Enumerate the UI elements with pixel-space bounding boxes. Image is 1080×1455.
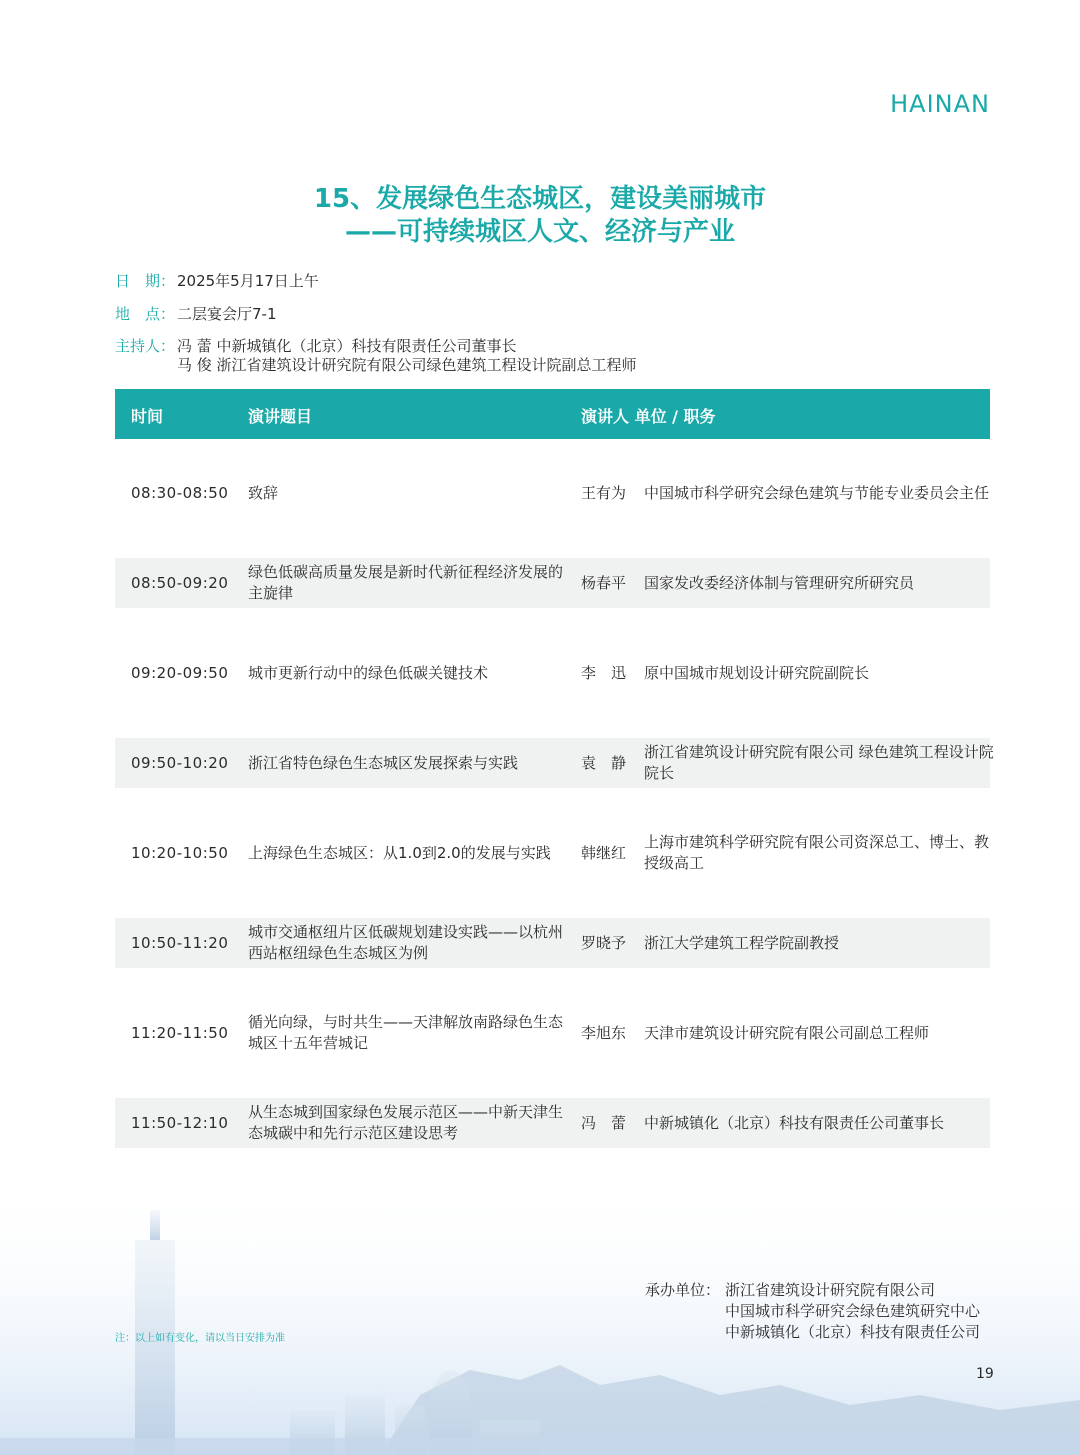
host-label: 主持人： [115, 337, 176, 355]
row-speaker: 罗晓予 [581, 933, 627, 952]
row-time: 09:50-10:20 [131, 753, 229, 772]
host-2: 马 俊 浙江省建筑设计研究院有限公司绿色建筑工程设计院副总工程师 [177, 356, 637, 374]
table-row [115, 738, 994, 788]
table-row [115, 1098, 990, 1148]
table-row [115, 558, 990, 608]
row-speaker: 冯 蕾 [581, 1113, 627, 1132]
date-label: 日 期： [115, 272, 176, 290]
schedule-table-header [115, 389, 990, 439]
region-tag: HAINAN [890, 90, 990, 118]
organizer-label: 承办单位： [645, 1281, 721, 1299]
row-time: 10:20-10:50 [131, 843, 229, 862]
row-time: 08:30-08:50 [131, 483, 229, 502]
row-topic: 致辞 [248, 483, 279, 502]
row-speaker: 杨春平 [581, 573, 627, 592]
row-time: 09:20-09:50 [131, 663, 229, 682]
date-row [115, 271, 319, 291]
organizer-item: 浙江省建筑设计研究院有限公司 [725, 1281, 936, 1299]
row-speaker: 王有为 [581, 483, 627, 502]
row-time: 11:20-11:50 [131, 1023, 229, 1042]
row-speaker: 李旭东 [581, 1023, 627, 1042]
session-subtitle: ——可持续城区人文、经济与产业 [344, 217, 735, 247]
header-time: 时间 [131, 407, 164, 426]
table-row [115, 828, 990, 878]
row-org: 天津市建筑设计研究院有限公司副总工程师 [644, 1023, 930, 1042]
table-row [115, 918, 990, 968]
row-org: 原中国城市规划设计研究院副院长 [644, 663, 870, 682]
table-row [115, 648, 990, 698]
location-label: 地 点： [115, 305, 176, 323]
row-org: 浙江大学建筑工程学院副教授 [644, 933, 840, 952]
row-topic: 上海绿色生态城区：从1.0到2.0的发展与实践 [248, 843, 551, 862]
location-value: 二层宴会厅7-1 [177, 305, 277, 323]
row-topic: 从生态城到国家绿色发展示范区——中新天津生态城碳中和先行示范区建设思考 [248, 1103, 564, 1142]
row-time: 10:50-11:20 [131, 933, 229, 952]
row-org: 国家发改委经济体制与管理研究所研究员 [644, 573, 915, 592]
table-row [115, 468, 990, 518]
row-topic: 城市交通枢纽片区低碳规划建设实践——以杭州西站枢纽绿色生态城区为例 [248, 923, 564, 962]
row-org: 上海市建筑科学研究院有限公司资深总工、博士、教授级高工 [644, 833, 990, 872]
footnote: 注：以上如有变化，请以当日安排为准 [115, 1333, 285, 1344]
header-topic: 演讲题目 [248, 407, 313, 426]
row-org: 中新城镇化（北京）科技有限责任公司董事长 [644, 1113, 945, 1132]
row-speaker: 袁 静 [581, 753, 627, 772]
row-speaker: 韩继红 [581, 843, 627, 862]
host-row [115, 336, 517, 356]
row-time: 08:50-09:20 [131, 573, 229, 592]
header-speaker-org: 演讲人 单位 / 职务 [581, 407, 716, 426]
row-topic: 绿色低碳高质量发展是新时代新征程经济发展的主旋律 [248, 563, 564, 602]
row-org: 浙江省建筑设计研究院有限公司 绿色建筑工程设计院院长 [644, 743, 994, 782]
organizer-item: 中国城市科学研究会绿色建筑研究中心 [725, 1302, 981, 1320]
session-title: 15、发展绿色生态城区，建设美丽城市 [313, 184, 767, 214]
row-topic: 循光向绿，与时共生——天津解放南路绿色生态城区十五年营城记 [248, 1013, 564, 1052]
host-row-2 [177, 355, 637, 375]
date-value: 2025年5月17日上午 [177, 272, 319, 290]
page-number: 19 [976, 1366, 994, 1382]
table-row [115, 1008, 990, 1058]
host-1: 冯 蕾 中新城镇化（北京）科技有限责任公司董事长 [177, 337, 517, 355]
location-row [115, 304, 277, 324]
row-topic: 城市更新行动中的绿色低碳关键技术 [248, 663, 489, 682]
row-topic: 浙江省特色绿色生态城区发展探索与实践 [248, 753, 519, 772]
row-speaker: 李 迅 [581, 663, 627, 682]
row-org: 中国城市科学研究会绿色建筑与节能专业委员会主任 [644, 483, 990, 502]
organizer-item: 中新城镇化（北京）科技有限责任公司 [725, 1323, 981, 1341]
row-time: 11:50-12:10 [131, 1113, 229, 1132]
